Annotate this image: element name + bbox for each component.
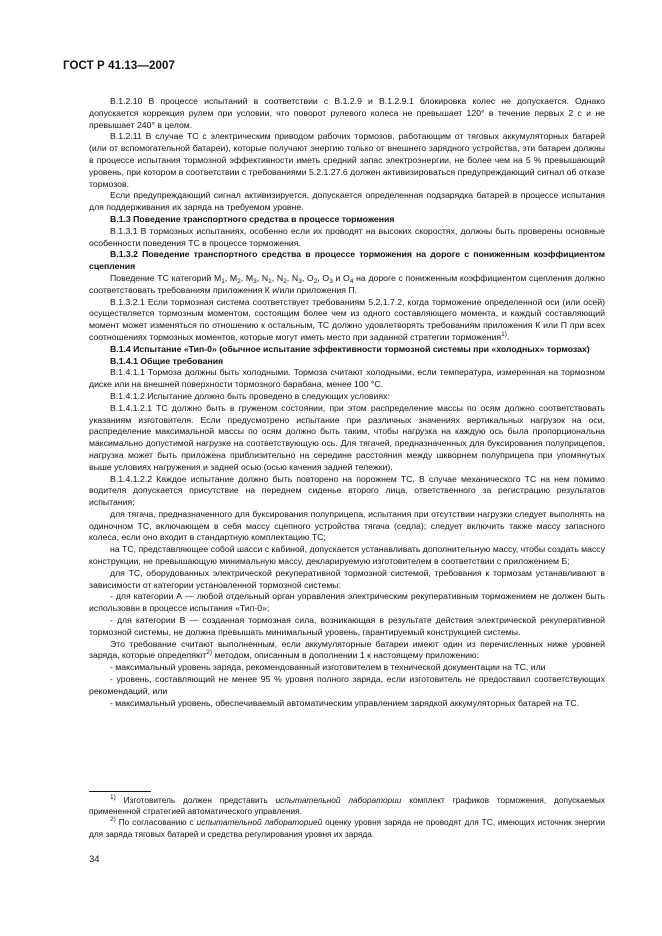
- document-body: [89, 96, 605, 709]
- paragraph-b1210: B.1.2.10 В процессе испытаний в соответствии с B.1.2.9 и B.1.2.9.1 блокировка колес не допускается. Однако допускается коррекция рулем при условии, что поворот рулевого колеса не превышает 120° в течение первых 2 с и не превышает 240° в целом.: [89, 96, 605, 130]
- paragraph-charge-levels: [89, 639, 605, 663]
- paragraph-regenerative: для ТС, оборудованных электрической рекуперативной тормозной системой, требования к тормозам устанавливают в зависимости от категории установленной тормозной системы:: [89, 567, 605, 590]
- charge-method-text: методом, описанным в дополнении 1 к настоящему приложению:: [212, 650, 479, 661]
- paragraph-b131: B.1.3.1 В тормозных испытаниях, особенно если их проводят на высоких скоростях, должны быть проверены основные особенности поведения ТС в процессе торможения.: [89, 225, 605, 248]
- categories-text-after: на дороге с пониженным коэффициентом сцепления должно соответствовать требованиям приложения К и/или приложения П.: [89, 272, 605, 295]
- paragraph-b14121: B.1.4.1.2.1 ТС должно быть в груженом состоянии, при этом распределение массы по осям должно соответствовать указаниям изготовителя. Если предусмотрено испытание при различных значениях вертикальных нагрузок на оси, распределение максимальной массы по осям должно быть таким, чтобы нагрузка на каждую ось была пропорциональна максимально допустимой нагрузке на соответствующую ось. Для тягачей, предназначенных для буксирования полуприцепов, нагрузка может быть приложена приблизительно на середине расстояния между шкворнем полуприцепа при упомянутых выше условиях нагружения и задней осью (осью качения задней тележки).: [89, 402, 605, 472]
- categories-text-before: Поведение ТС категорий M: [110, 272, 222, 283]
- footnote-2-text-end: оценку уровня заряда не проводят для ТС, имеющих источник энергии для заряда тяговых батарей и средства регулирования уровня их заряда.: [89, 817, 605, 839]
- section-heading-b13: B.1.3 Поведение транспортного средства в процессе торможения: [110, 213, 395, 224]
- paragraph-tractor: для тягача, предназначенного для буксирования полуприцепа, испытания при отсутствии нагрузки следует выполнять на одиночном ТС, включающем в себя массу сцепного устройства тягача (седла); следует включить также массу запасного колеса, если оно входит в стандартную комплектацию ТС;: [89, 508, 605, 543]
- charge-levels-text: Это требование считают выполненным, если аккумуляторные батареи имеют один из перечисленных ниже уровней заряда, которые определяют: [89, 638, 605, 661]
- footnote-1: [89, 795, 605, 817]
- b1321-text: B.1.3.2.1 Если тормозная система соответствует требованиям 5.2.1.7.2, когда торможение определенной оси (или осей) осуществляется тормозным моментом, состоящим более чем из одного составляющего момента, и каждый составляющий момент может изменяться по отношению к остальным, ТС должно удовлетворять требованиям приложения К или П при всех соотношениях тормозных моментов, которые могут иметь место при заданной стратегии торможения: [89, 296, 605, 342]
- footnote-2-mark: 2): [110, 816, 116, 824]
- footnote-ref-1: 1): [501, 330, 507, 338]
- paragraph-b1321: B.1.3.2.1 Если тормозная система соответствует требованиям 5.2.1.7.2, когда торможение определенной оси (или осей) осуществляется тормозным моментом, состоящим более чем из одного составляющего момента, и каждый составляющий момент может изменяться по отношению к остальным, ТС должно удовлетворять требованиям приложения К или П при всех соотношениях тормозных моментов, которые могут иметь место при заданной стратегии торможения$^{1)}$.: [89, 296, 605, 342]
- footnotes: [89, 795, 605, 840]
- paragraph-vehicle-categories: Поведение ТС категорий $M_1$, $M_2$, $M_3$, $N_1$, $N_2$, $N_3$, $O_2$, $O_3$ и $O_4$ на дороге с пониженным коэффициентом сцепления должно соответствовать требованиям приложения К и/или приложения П.: [89, 272, 605, 295]
- paragraph-warning-signal: Если предупреждающий сигнал активизируется, допускается определенная подзарядка батарей в процессе испытания для поддерживания их заряда на требуемом уровне.: [89, 190, 605, 213]
- paragraph-chassis-cab: на ТС, представляющее собой шасси с кабиной, допускается устанавливать дополнительную массу, чтобы создать массу конструкции, не превышающую минимальную массу, декларируемую изготовителем в соответствии с приложением Б;: [89, 544, 605, 567]
- list-item-category-a: - для категории А — любой отдельный орган управления электрическим рекуперативным торможением не должен быть использован в процессе испытания «Тип-0»;: [89, 591, 605, 614]
- footnote-1-mark: 1): [110, 794, 116, 801]
- section-heading-b14: B.1.4 Испытание «Тип-0» (обычное испытание эффективности тормозной системы при «холодных» тормозах): [110, 343, 590, 354]
- footnote-2-italic: испытательной лабораторией: [196, 817, 323, 828]
- section-heading-b132: B.1.3.2 Поведение транспортного средства в процессе торможения на дороге с пониженным коэффициентом сцепления: [89, 249, 605, 272]
- document-header: ГОСТ Р 41.13—2007: [63, 60, 175, 72]
- list-item-max-charge: - максимальный уровень заряда, рекомендованный изготовителем в технической документации на ТС, или: [110, 662, 546, 673]
- section-heading-b141: B.1.4.1 Общие требования: [110, 355, 224, 366]
- paragraph-b14122: B.1.4.1.2.2 Каждое испытание должно быть повторено на порожнем ТС. В случае механического ТС на нем помимо водителя допускается присутствие на переднем сиденье второго лица, ответственного за регистрацию результатов испытания;: [89, 473, 605, 508]
- list-item-95-percent: - уровень, составляющий не менее 95 % уровня полного заряда, если изготовитель не предоставил соответствующих рекомендаций, или: [89, 674, 605, 696]
- footnote-1-text-end: комплект графиков торможения, допускаемых примененной стратегией автоматического управления.: [89, 795, 606, 817]
- list-item-auto-control: - максимальный уровень, обеспечиваемый автоматическим управлением зарядкой аккумуляторных батарей на ТС.: [110, 697, 580, 708]
- footnote-divider: [89, 791, 151, 792]
- footnote-1-text: Изготовитель должен представить: [123, 795, 276, 805]
- footnote-1-italic: испытательной лаборатории: [275, 795, 402, 805]
- footnote-2: [89, 817, 605, 839]
- footnote-2-text: По согласованию с: [118, 817, 197, 828]
- paragraph-b1411: B.1.4.1.1 Тормоза должны быть холодными. Тормоза считают холодными, если температура, измеренная на тормозном диске или на внешней поверхности тормозного барабана, менее 100 °С.: [89, 367, 605, 390]
- footnote-ref-2: 2): [206, 649, 213, 657]
- page-number: 34: [89, 854, 100, 865]
- list-item-category-b: - для категории В — созданная тормозная сила, возникающая в результате действия электрической рекуперативной тормозной системы, не должна превышать минимальный уровень, гарантируемый конструкцией системы.: [89, 615, 605, 637]
- paragraph-b1211: B.1.2.11 В случае ТС с электрическим приводом рабочих тормозов, работающим от тяговых аккумуляторных батарей (или от вспомогательной батареи), которые получают энергию только от внешнего зарядного устройства, эти батареи должны в процессе испытания тормозной эффективности иметь средний запас электроэнергии, не более чем на 5 % превышающий уровень, при котором в соответствии с требованиями 5.2.1.27.6 должен активизироваться предупреждающий сигнал об отказе тормозов.: [89, 131, 605, 189]
- paragraph-b1412: B.1.4.1.2 Испытание должно быть проведено в следующих условиях:: [110, 390, 390, 401]
